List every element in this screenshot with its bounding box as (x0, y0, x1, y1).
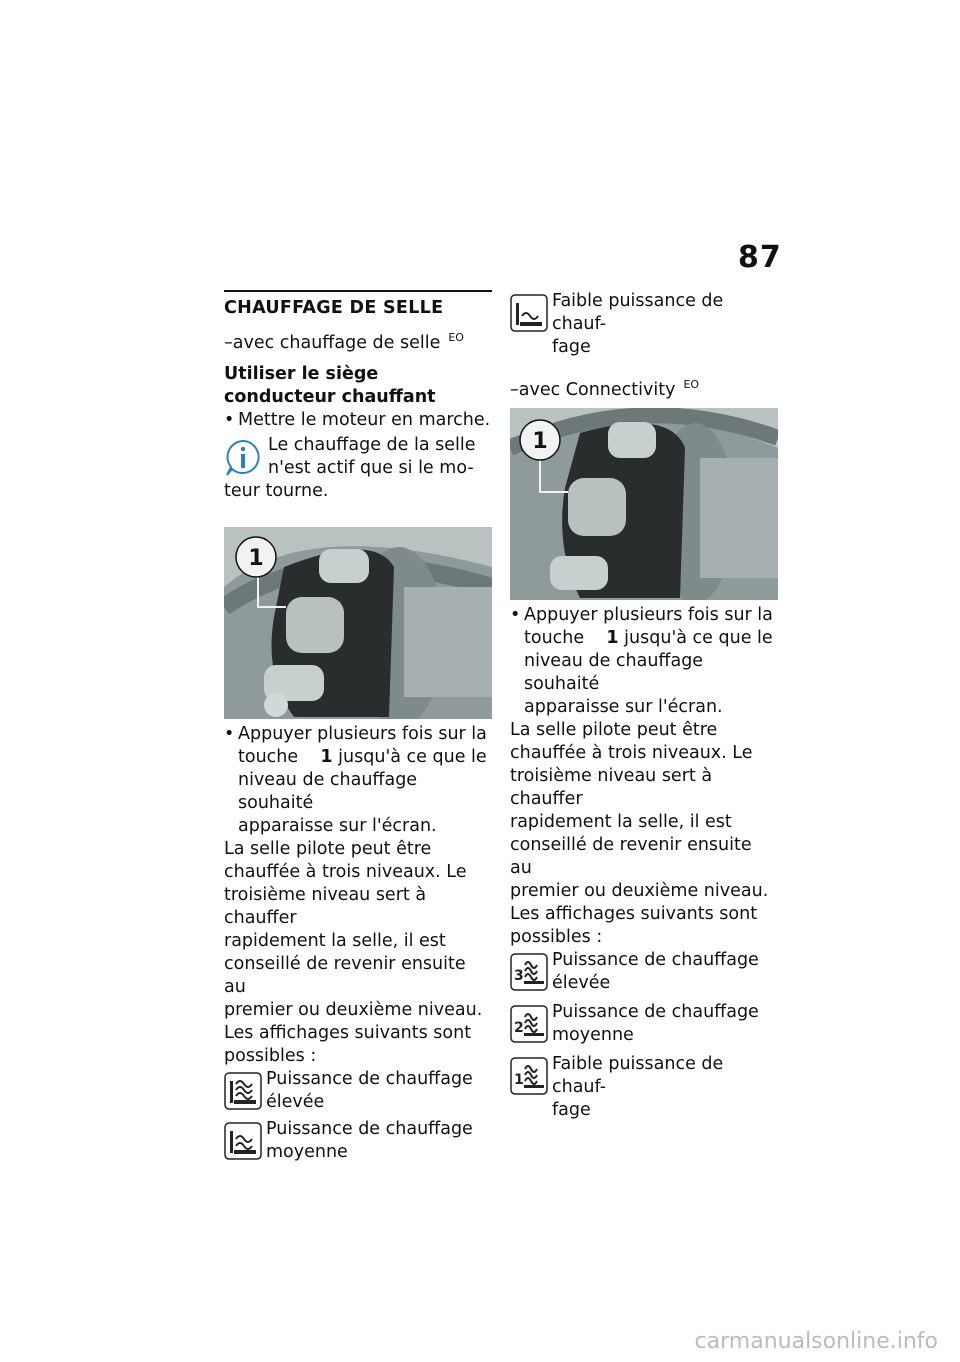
watermark: carmanualsonline.info (694, 1329, 938, 1354)
bullet-text: Appuyer plusieurs fois sur la (524, 604, 773, 625)
svg-text:2: 2 (514, 1019, 524, 1036)
equipment-text: –avec Connectivity (510, 379, 676, 400)
bullet-text: apparaisse sur l'écran. (238, 815, 437, 836)
bullet-text: jusqu'à ce que le (624, 627, 773, 648)
bullet-text: Mettre le moteur en marche. (238, 409, 491, 430)
svg-text:3: 3 (514, 967, 524, 984)
note-line: teur tourne. (224, 480, 329, 501)
handlebar-switch-photo-connectivity (510, 408, 778, 600)
handlebar-switch-illustration (224, 527, 492, 719)
bullet-text: niveau de chauffage souhaité (238, 769, 418, 813)
seat-heat-level-3-icon (510, 953, 548, 991)
info-icon (224, 438, 262, 478)
level-medium-row: Puissance de chauffage moyenne (224, 1118, 492, 1164)
bullet-press-button: • Appuyer plusieurs fois sur la touche 1 jusqu'à ce que le niveau de chauffage souhaité apparaisse sur l'écran. (510, 604, 778, 719)
equipment-code: EO (448, 331, 464, 344)
bullet-text: touche (524, 627, 585, 648)
bullet-press-button: • Appuyer plusieurs fois sur la touche 1 jusqu'à ce que le niveau de chauffage souhaité apparaisse sur l'écran. (224, 723, 492, 838)
right-column (510, 290, 778, 1122)
callout-number: 1 (248, 545, 264, 571)
left-column (224, 290, 492, 1164)
level-2-row: 2 Puissance de chauffage moyenne (510, 1001, 778, 1047)
equipment-code: EO (683, 378, 700, 391)
svg-text:1: 1 (514, 1071, 524, 1088)
info-note (224, 434, 492, 503)
bullet-start-engine: • Mettre le moteur en marche. (224, 409, 491, 430)
page-number: 87 (738, 240, 782, 275)
seat-heat-high-icon (224, 1072, 262, 1110)
handlebar-switch-illustration (510, 408, 778, 600)
equipment-line (224, 326, 492, 355)
bullet-text: niveau de chauffage souhaité (524, 650, 704, 694)
level-high-row: Puissance de chauffage élevée (224, 1068, 492, 1114)
level-3-row: 3 Puissance de chauffage élevée (510, 949, 778, 995)
seat-heat-medium-icon (224, 1122, 262, 1160)
bullet-text: jusqu'à ce que le (338, 746, 487, 767)
level-low-row: Faible puissance de chauf- fage (510, 290, 778, 359)
equipment-line (510, 373, 778, 402)
subheading: Utiliser le siège conducteur chauffant (224, 363, 436, 407)
seat-heat-level-2-icon (510, 1005, 548, 1043)
note-line: Le chauffage de la selle (268, 434, 476, 455)
bullet-text: Appuyer plusieurs fois sur la (238, 723, 487, 744)
button-reference: 1 (320, 746, 333, 767)
section-title: CHAUFFAGE DE SELLE (224, 298, 444, 318)
bullet-text: apparaisse sur l'écran. (524, 696, 723, 717)
description-paragraph: La selle pilote peut être chauffée à trois niveaux. Le troisième niveau sert à chauffer rapidement la selle, il est conseillé de revenir ensuite au premier ou deuxième niveau. Les affichages suivants sont possibles : (224, 838, 483, 1066)
section-rule (224, 290, 492, 292)
handlebar-switch-photo (224, 527, 492, 719)
callout-number: 1 (532, 428, 548, 454)
seat-heat-level-1-icon (510, 1057, 548, 1095)
bullet-text: touche (238, 746, 299, 767)
level-1-row: 1 Faible puissance de chauf- fage (510, 1053, 778, 1122)
note-line: n'est actif que si le mo- (268, 457, 474, 478)
button-reference: 1 (606, 627, 619, 648)
equipment-text: –avec chauffage de selle (224, 332, 441, 353)
seat-heat-low-icon (510, 294, 548, 332)
description-paragraph: La selle pilote peut être chauffée à trois niveaux. Le troisième niveau sert à chauffer rapidement la selle, il est conseillé de revenir ensuite au premier ou deuxième niveau. Les affichages suivants sont possibles : (510, 719, 769, 947)
